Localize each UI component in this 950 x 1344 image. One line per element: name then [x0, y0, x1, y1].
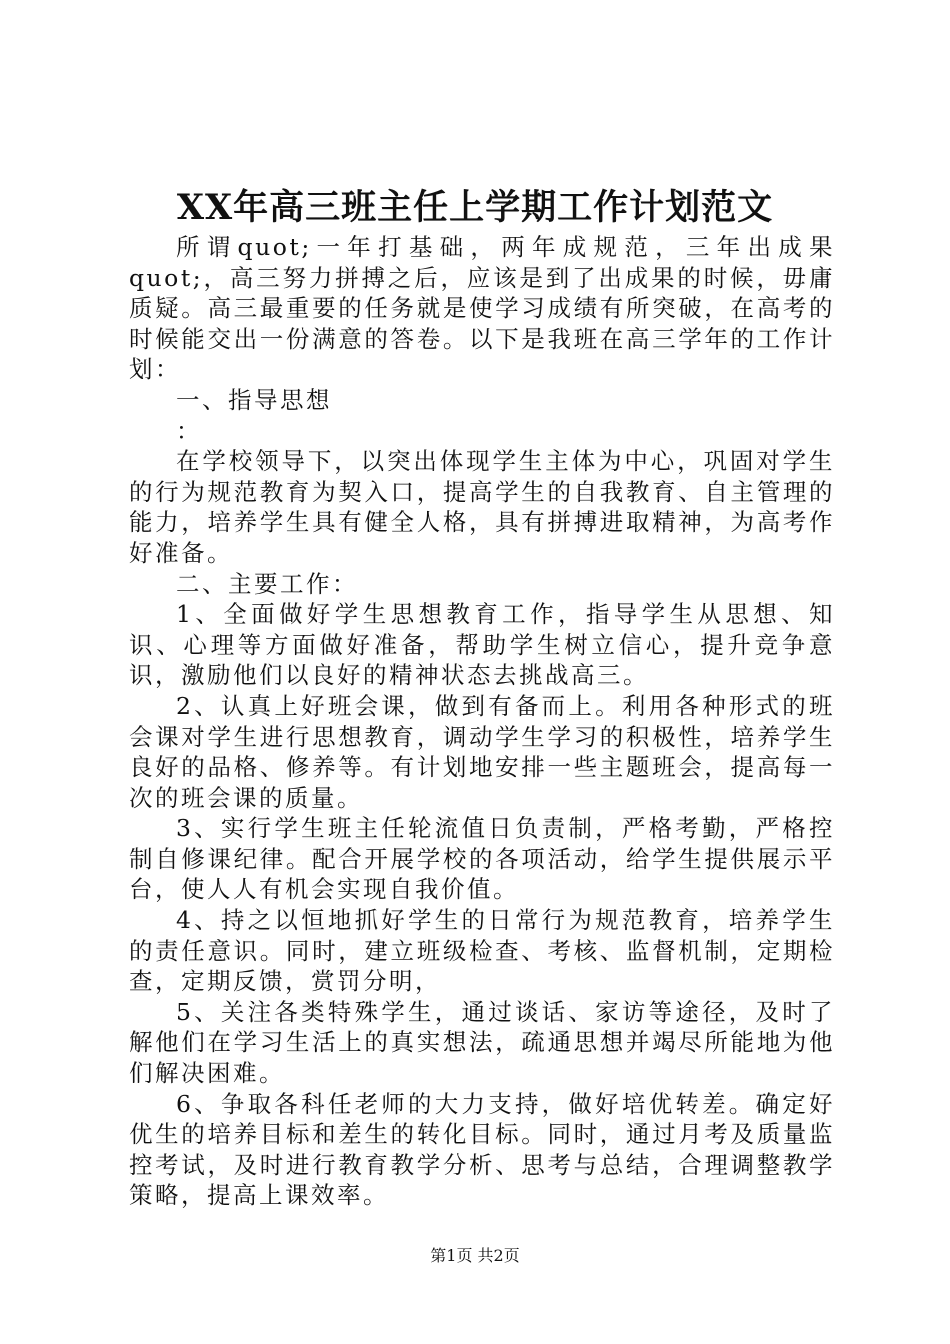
guiding-ideology-paragraph: 在学校领导下，以突出体现学生主体为中心，巩固对学生的行为规范教育为契入口，提高学生的自我教育、自主管理的能力，培养学生具有健全人格，具有拼搏进取精神，为高考作好准备。 — [129, 447, 835, 567]
document-body — [129, 232, 835, 1211]
work-item-5: 5、关注各类特殊学生，通过谈话、家访等途径，及时了解他们在学习生活上的真实想法，疏通思想并竭尽所能地为他们解决困难。 — [129, 997, 835, 1088]
intro-paragraph: 所谓quot;一年打基础，两年成规范，三年出成果quot;，高三努力拼搏之后，应该是到了出成果的时候，毋庸质疑。高三最重要的任务就是使学习成绩有所突破，在高考的时候能交出一份满意的答卷。以下是我班在高三学年的工作计划： — [129, 233, 835, 384]
work-item-3: 3、实行学生班主任轮流值日负责制，严格考勤，严格控制自修课纪律。配合开展学校的各项活动，给学生提供展示平台，使人人有机会实现自我价值。 — [129, 814, 835, 904]
document-title: XX年高三班主任上学期工作计划范文 — [176, 187, 774, 228]
section-colon: ： — [176, 416, 202, 445]
page-number-footer: 第1页 共2页 — [430, 1246, 520, 1265]
work-item-4: 4、持之以恒地抓好学生的日常行为规范教育，培养学生的责任意识。同时，建立班级检查、考核、监督机制，定期检查，定期反馈，赏罚分明， — [129, 906, 835, 996]
work-item-2: 2、认真上好班会课，做到有备而上。利用各种形式的班会课对学生进行思想教育，调动学生学习的积极性，培养学生良好的品格、修养等。有计划地安排一些主题班会，提高每一次的班会课的质量。 — [129, 691, 835, 812]
section-heading-main-work: 二、主要工作： — [176, 569, 358, 598]
work-item-6: 6、争取各科任老师的大力支持，做好培优转差。确定好优生的培养目标和差生的转化目标。同时，通过月考及质量监控考试，及时进行教育教学分析、思考与总结，合理调整教学策略，提高上课效率。 — [129, 1089, 835, 1210]
work-item-1: 1、全面做好学生思想教育工作，指导学生从思想、知识、心理等方面做好准备，帮助学生树立信心，提升竞争意识，激励他们以良好的精神状态去挑战高三。 — [129, 600, 835, 690]
section-heading-guiding-ideology: 一、指导思想 — [176, 385, 332, 414]
